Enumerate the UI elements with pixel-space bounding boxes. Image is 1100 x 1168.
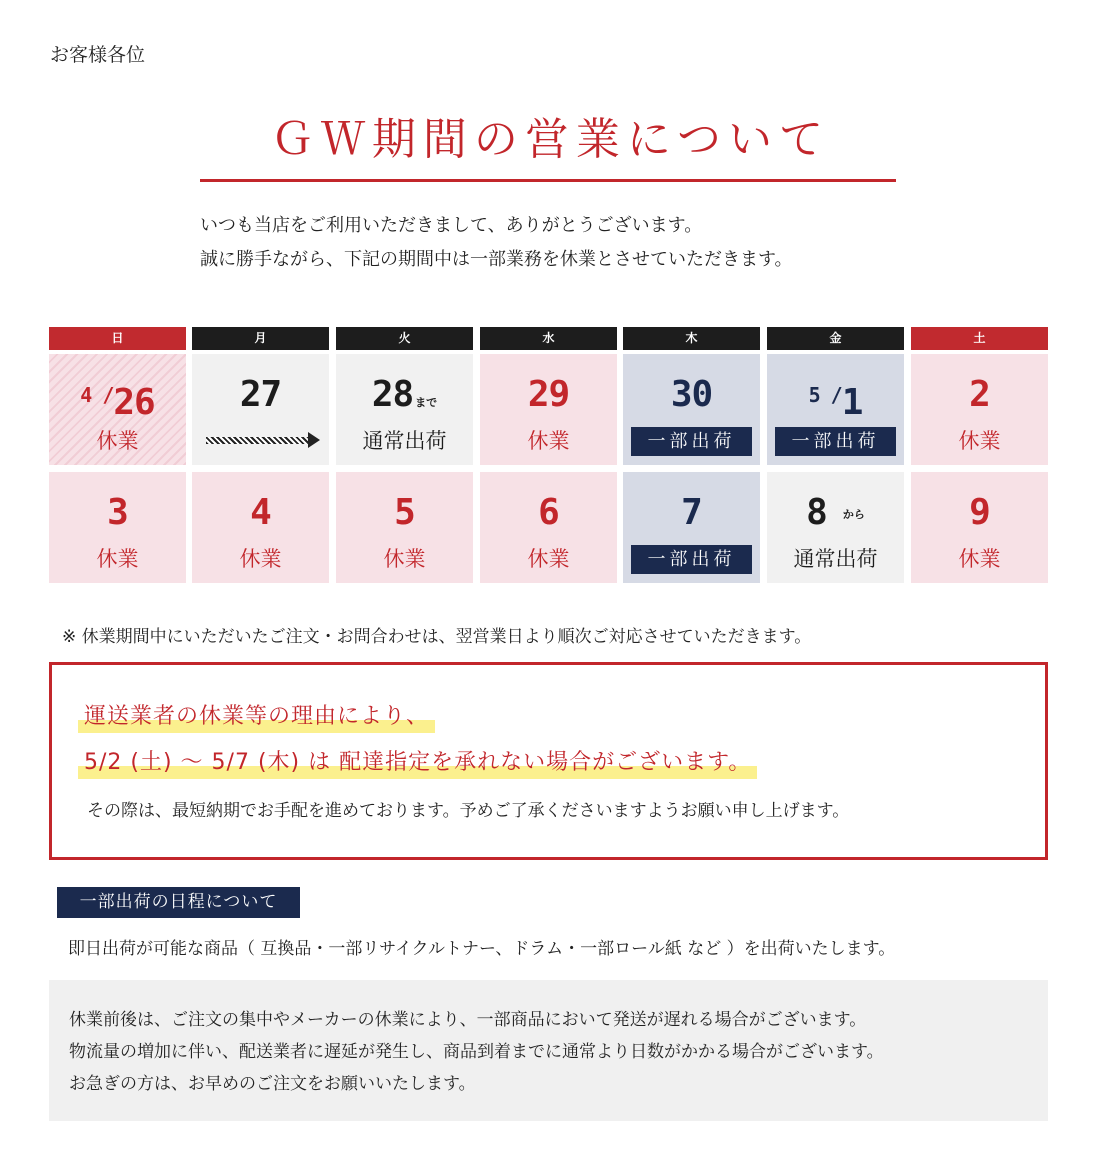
status-closed: 休業 [958, 547, 1001, 571]
day-number: 29 [527, 374, 570, 415]
day-suffix: から [842, 508, 865, 521]
day-number: 5 [394, 492, 415, 533]
weekday-sat: 土 [911, 327, 1048, 350]
day-cell-9 [911, 472, 1048, 583]
delivery-warning-line: 運送業者の休業等の理由により、 [84, 699, 429, 730]
day-number: 1 [841, 382, 863, 423]
weekday-fri: 金 [767, 327, 904, 350]
status-partial-badge: 一部出荷 [631, 427, 752, 456]
right-arrow-icon [206, 432, 320, 448]
status-closed: 休業 [239, 547, 282, 571]
weekday-wed: 水 [480, 327, 617, 350]
weekday-tue: 火 [336, 327, 473, 350]
status-partial-badge: 一部出荷 [775, 427, 896, 456]
weekday-mon: 月 [192, 327, 329, 350]
day-number: 6 [538, 492, 559, 533]
day-number: 4 [250, 492, 271, 533]
day-number: 28 [371, 374, 414, 415]
day-cell-2 [911, 354, 1048, 465]
info-box [49, 980, 1048, 1121]
salutation: お客様各位 [50, 44, 146, 66]
status-normal: 通常出荷 [362, 429, 447, 453]
partial-shipping-text: 即日出荷が可能な商品（ 互換品・一部リサイクルトナー、ドラム・一部ロール紙 など ）を出荷いたします。 [68, 939, 896, 959]
day-cell-7 [623, 472, 760, 583]
intro-line: いつも当店をご利用いただきまして、ありがとうございます。 [200, 215, 703, 236]
status-closed: 休業 [96, 547, 139, 571]
day-number: 3 [107, 492, 128, 533]
status-closed: 休業 [527, 547, 570, 571]
day-cell-30 [623, 354, 760, 465]
day-cell-3 [49, 472, 186, 583]
intro-text [200, 209, 793, 277]
day-number: 9 [969, 492, 990, 533]
day-suffix: まで [415, 396, 438, 409]
title-underline [200, 179, 896, 182]
intro-line: 誠に勝手ながら、下記の期間中は一部業務を休業とさせていただきます。 [200, 249, 793, 270]
day-cell-6 [480, 472, 617, 583]
weekday-thu: 木 [623, 327, 760, 350]
day-number: 26 [113, 382, 155, 423]
day-number: 2 [969, 374, 990, 415]
day-number: 7 [681, 492, 702, 533]
day-cell-28 [336, 354, 473, 465]
day-number: 30 [670, 374, 713, 415]
status-closed: 休業 [527, 429, 570, 453]
day-cell-8 [767, 472, 904, 583]
day-cell-4-26 [49, 354, 186, 465]
delivery-warning-box [49, 662, 1048, 860]
day-cell-4 [192, 472, 329, 583]
day-cell-5 [336, 472, 473, 583]
status-normal: 通常出荷 [793, 547, 878, 571]
status-closed: 休業 [383, 547, 426, 571]
status-closed: 休業 [96, 429, 139, 453]
month-prefix: 4 / [80, 383, 114, 407]
partial-shipping-label: 一部出荷の日程について [57, 887, 300, 918]
info-line: 物流量の増加に伴い、配送業者に遅延が発生し、商品到着までに通常より日数がかかる場合がございます。 [69, 1042, 884, 1062]
day-cell-29 [480, 354, 617, 465]
page-title: ＧＷ期間の営業について [269, 114, 831, 165]
status-partial-badge: 一部出荷 [631, 545, 752, 574]
day-number: 27 [239, 374, 282, 415]
weekday-sun: 日 [49, 327, 186, 350]
day-cell-27 [192, 354, 329, 465]
delivery-warning-line: 5/2 (土) 〜 5/7 (木) は 配達指定を承れない場合がございます。 [84, 745, 751, 776]
status-closed: 休業 [958, 429, 1001, 453]
day-number: 8 [806, 492, 827, 533]
day-cell-5-1 [767, 354, 904, 465]
month-prefix: 5 / [808, 383, 842, 407]
info-line: お急ぎの方は、お早めのご注文をお願いいたします。 [69, 1074, 476, 1094]
order-notice: ※ 休業期間中にいただいたご注文・お問合わせは、翌営業日より順次ご対応させていただきます。 [62, 627, 812, 647]
info-line: 休業前後は、ご注文の集中やメーカーの休業により、一部商品において発送が遅れる場合がございます。 [69, 1010, 867, 1030]
delivery-note: その際は、最短納期でお手配を進めております。予めご了承くださいますようお願い申し上げます。 [87, 801, 850, 821]
